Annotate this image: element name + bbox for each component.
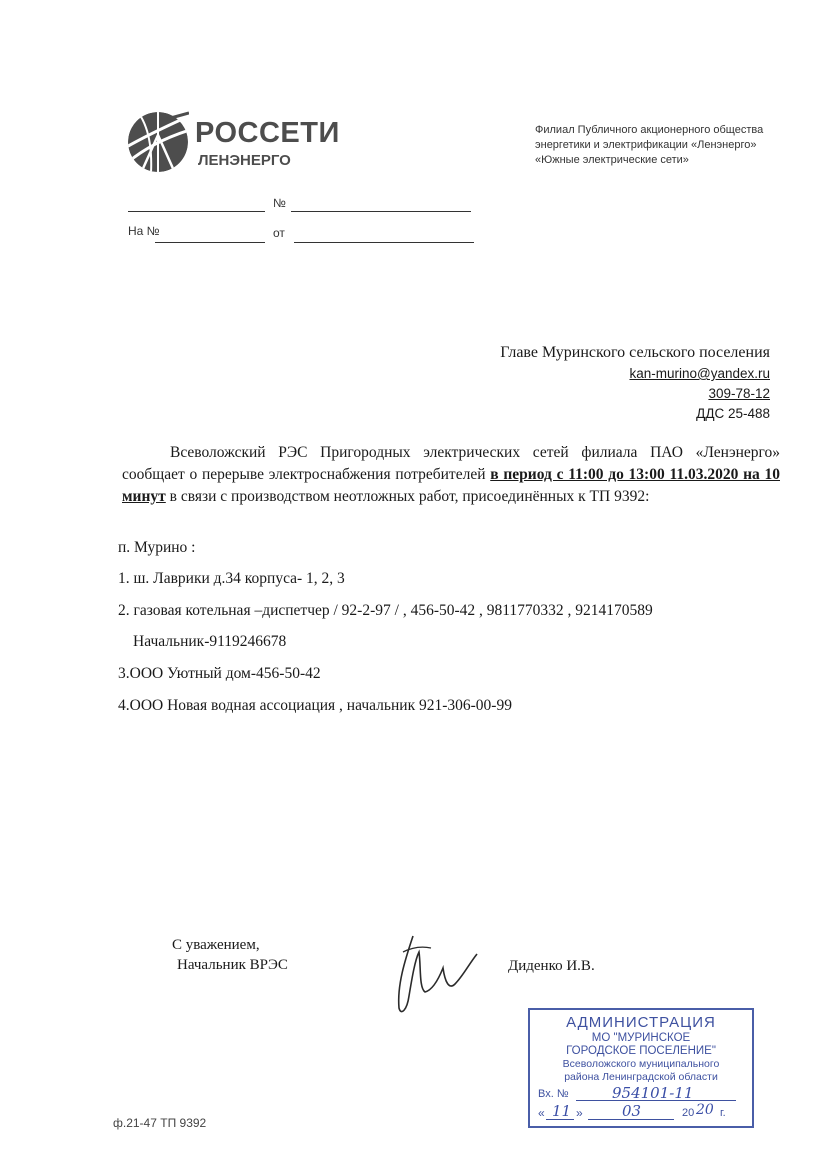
outgoing-date-line: [128, 211, 265, 212]
logo-subtitle: ЛЕНЭНЕРГО: [198, 152, 291, 169]
stamp-year-suffix: г.: [720, 1107, 726, 1119]
stamp-quote-close: »: [576, 1106, 583, 1120]
stamp-year: 20: [696, 1102, 714, 1118]
recipient-phone: 309-78-12: [708, 386, 770, 401]
stamp-line: района Ленинградской области: [564, 1071, 718, 1083]
stamp-day: 11: [552, 1102, 572, 1120]
signer-name: Диденко И.В.: [508, 958, 595, 974]
stamp-line: АДМИНИСТРАЦИЯ: [566, 1014, 716, 1031]
branch-header-line: «Южные электрические сети»: [535, 154, 689, 166]
signer-position: Начальник ВРЭС: [177, 957, 288, 973]
handwritten-signature: [385, 930, 485, 1020]
regards: С уважением,: [172, 937, 260, 953]
recipient-email: kan-murino@yandex.ru: [629, 366, 770, 381]
branch-header-line: энергетики и электрификации «Ленэнерго»: [535, 139, 757, 151]
list-item: 3.ООО Уютный дом-456-50-42: [118, 665, 321, 682]
stamp-line: МО "МУРИНСКОЕ: [591, 1032, 691, 1044]
stamp-year-prefix: 20: [682, 1107, 695, 1119]
stamp-month: 03: [622, 1102, 642, 1120]
branch-header-line: Филиал Публичного акционерного общества: [535, 124, 764, 136]
logo-name: РОССЕТИ: [195, 117, 340, 149]
notice-text-end: в связи с производством неотложных работ, присоединённых к ТП 9392:: [165, 488, 650, 505]
outage-period: в период с 11:00 до 13:00 11.03.2020 на 10 минут: [122, 466, 780, 505]
number-sign-label: №: [273, 196, 286, 210]
list-item: 1. ш. Лаврики д.34 корпуса- 1, 2, 3: [118, 570, 345, 587]
location-label: п. Мурино :: [118, 539, 196, 556]
stamp-line: Всеволожского муниципального: [562, 1058, 720, 1070]
notice-text-start: Всеволожский РЭС Пригородных электрических сетей филиала ПАО «Ленэнерго» сообщает о перерыве электроснабжения потребителей: [122, 444, 780, 483]
list-item: Начальник-9119246678: [133, 633, 287, 650]
list-item: 4.ООО Новая водная ассоциация , начальник 921-306-00-99: [118, 697, 512, 714]
registration-stamp: [528, 1008, 754, 1128]
form-code-footer: ф.21-47 ТП 9392: [113, 1116, 207, 1130]
reply-date-line: [294, 242, 474, 243]
stamp-line: ГОРОДСКОЕ ПОСЕЛЕНИЕ": [566, 1045, 716, 1057]
branch-header: [535, 123, 795, 168]
stamp-in-label: Вх. №: [538, 1088, 569, 1100]
stamp-in-number: 954101-11: [612, 1084, 694, 1102]
reply-number-line: [155, 242, 265, 243]
from-label: от: [273, 226, 285, 240]
stamp-quote-open: «: [538, 1106, 545, 1120]
recipient: Главе Муринского сельского поселения: [500, 344, 770, 361]
recipient-dds: ДДС 25-488: [696, 406, 770, 421]
list-item: 2. газовая котельная –диспетчер / 92-2-97 / , 456-50-42 , 9811770332 , 9214170589: [118, 602, 653, 619]
outgoing-number-line: [291, 211, 471, 212]
rosseti-logo-mark-icon: [127, 111, 189, 173]
notice-paragraph: [122, 442, 780, 508]
reply-to-label: На №: [128, 224, 160, 238]
